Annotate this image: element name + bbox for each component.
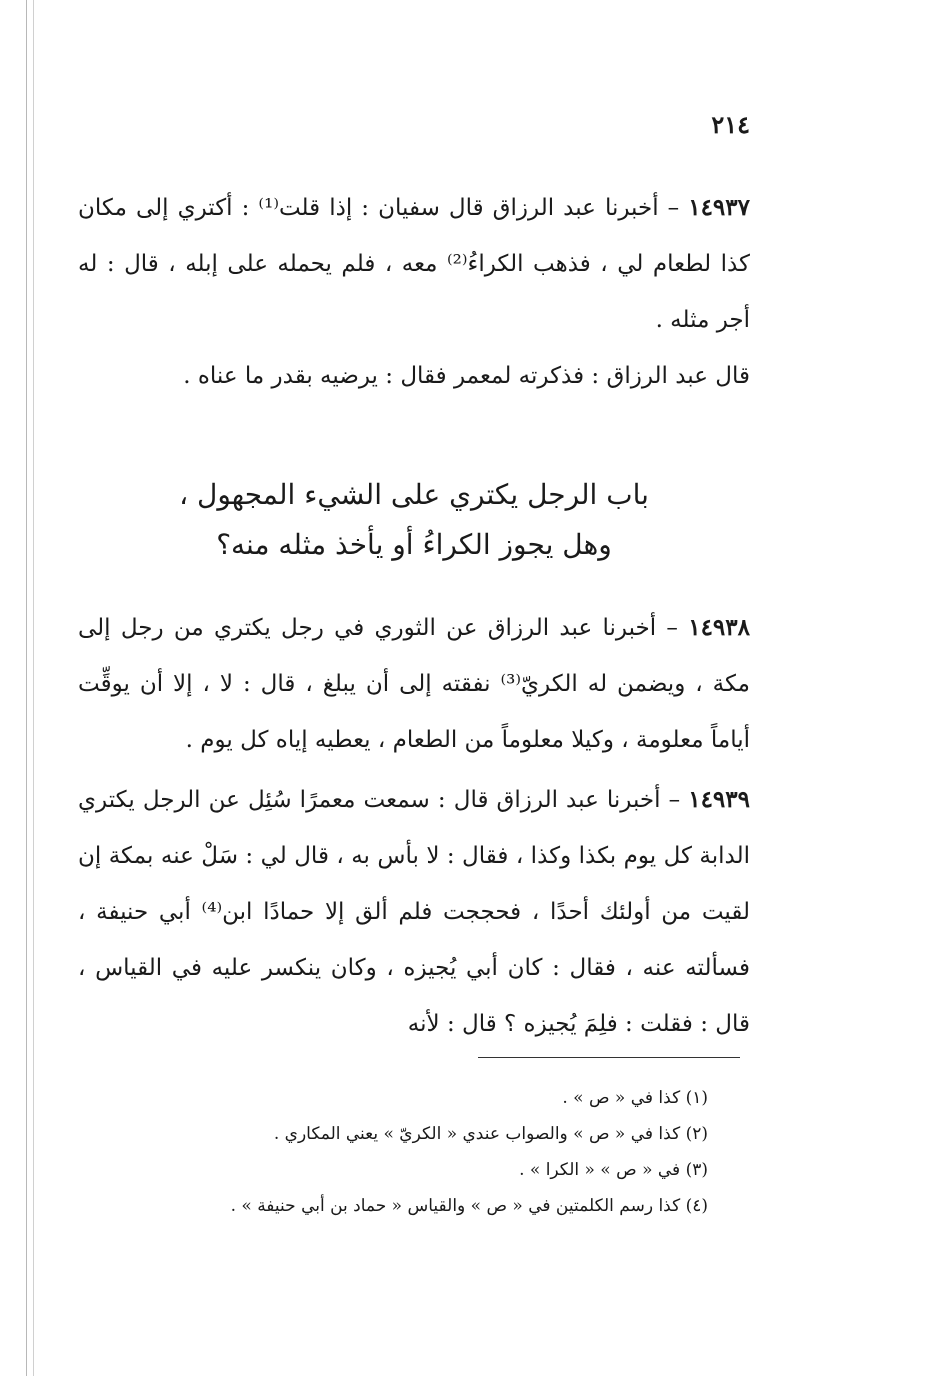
chapter-heading	[78, 470, 750, 570]
footnote-1: (١) كذا في « ص » .	[562, 1088, 708, 1108]
chapter-heading-line-1: باب الرجل يكتري على الشيء المجهول ،	[179, 478, 649, 511]
footnote-3: (٣) في « ص » « الكرا » .	[519, 1160, 708, 1180]
entry-14939	[78, 772, 750, 1052]
note-paragraph	[78, 348, 750, 404]
entry-14937	[78, 180, 750, 348]
entry-text: – أخبرنا عبد الرزاق قال سفيان : إذا قلت⁽¹⁾ : أكتري إلى مكان كذا لطعام لي ، فذهب الكراءُ⁽²⁾ معه ، فلم يحمله على إبله ، قال : له أجر مثله .	[78, 195, 750, 333]
footnote-separator	[478, 1057, 740, 1058]
footnotes	[160, 1080, 708, 1224]
note-text: قال عبد الرزاق : فذكرته لمعمر فقال : يرضيه بقدر ما عناه .	[183, 363, 750, 389]
scan-edge-line	[33, 0, 34, 1376]
entry-number: ١٤٩٣٩	[688, 786, 750, 813]
footnote-4: (٤) كذا رسم الكلمتين في « ص » والقياس « حماد بن أبي حنيفة » .	[230, 1196, 708, 1216]
scan-edge-line	[26, 0, 27, 1376]
page-number: ٢١٤	[711, 110, 750, 139]
entry-text: – أخبرنا عبد الرزاق قال : سمعت معمرًا سُئِل عن الرجل يكتري الدابة كل يوم بكذا وكذا ، فقال : لا بأس به ، قال لي : سَلْ عنه بمكة إن لقيت من أولئك أحدًا ، فحججت فلم ألق إلا حمادًا ابن⁽⁴⁾ أبي حنيفة ، فسألته عنه ، فقال : كان أبي يُجيزه ، وكان ينكسر عليه في القياس ، قال : فقلت : فلِمَ يُجيزه ؟ قال : لأنه	[78, 787, 750, 1037]
footnote-2: (٢) كذا في « ص » والصواب عندي « الكريّ » يعني المكاري .	[273, 1124, 708, 1144]
entry-14938	[78, 600, 750, 768]
entry-number: ١٤٩٣٨	[688, 614, 750, 641]
entry-text: – أخبرنا عبد الرزاق عن الثوري في رجل يكتري من رجل إلى مكة ، ويضمن له الكريّ⁽³⁾ نفقته إلى أن يبلغ ، قال : لا ، إلا أن يوقِّت أياماً معلومة ، وكيلا معلوماً من الطعام ، يعطيه إياه كل يوم .	[78, 615, 750, 753]
chapter-heading-line-2: وهل يجوز الكراءُ أو يأخذ مثله منه؟	[216, 528, 612, 561]
entry-number: ١٤٩٣٧	[688, 194, 750, 221]
